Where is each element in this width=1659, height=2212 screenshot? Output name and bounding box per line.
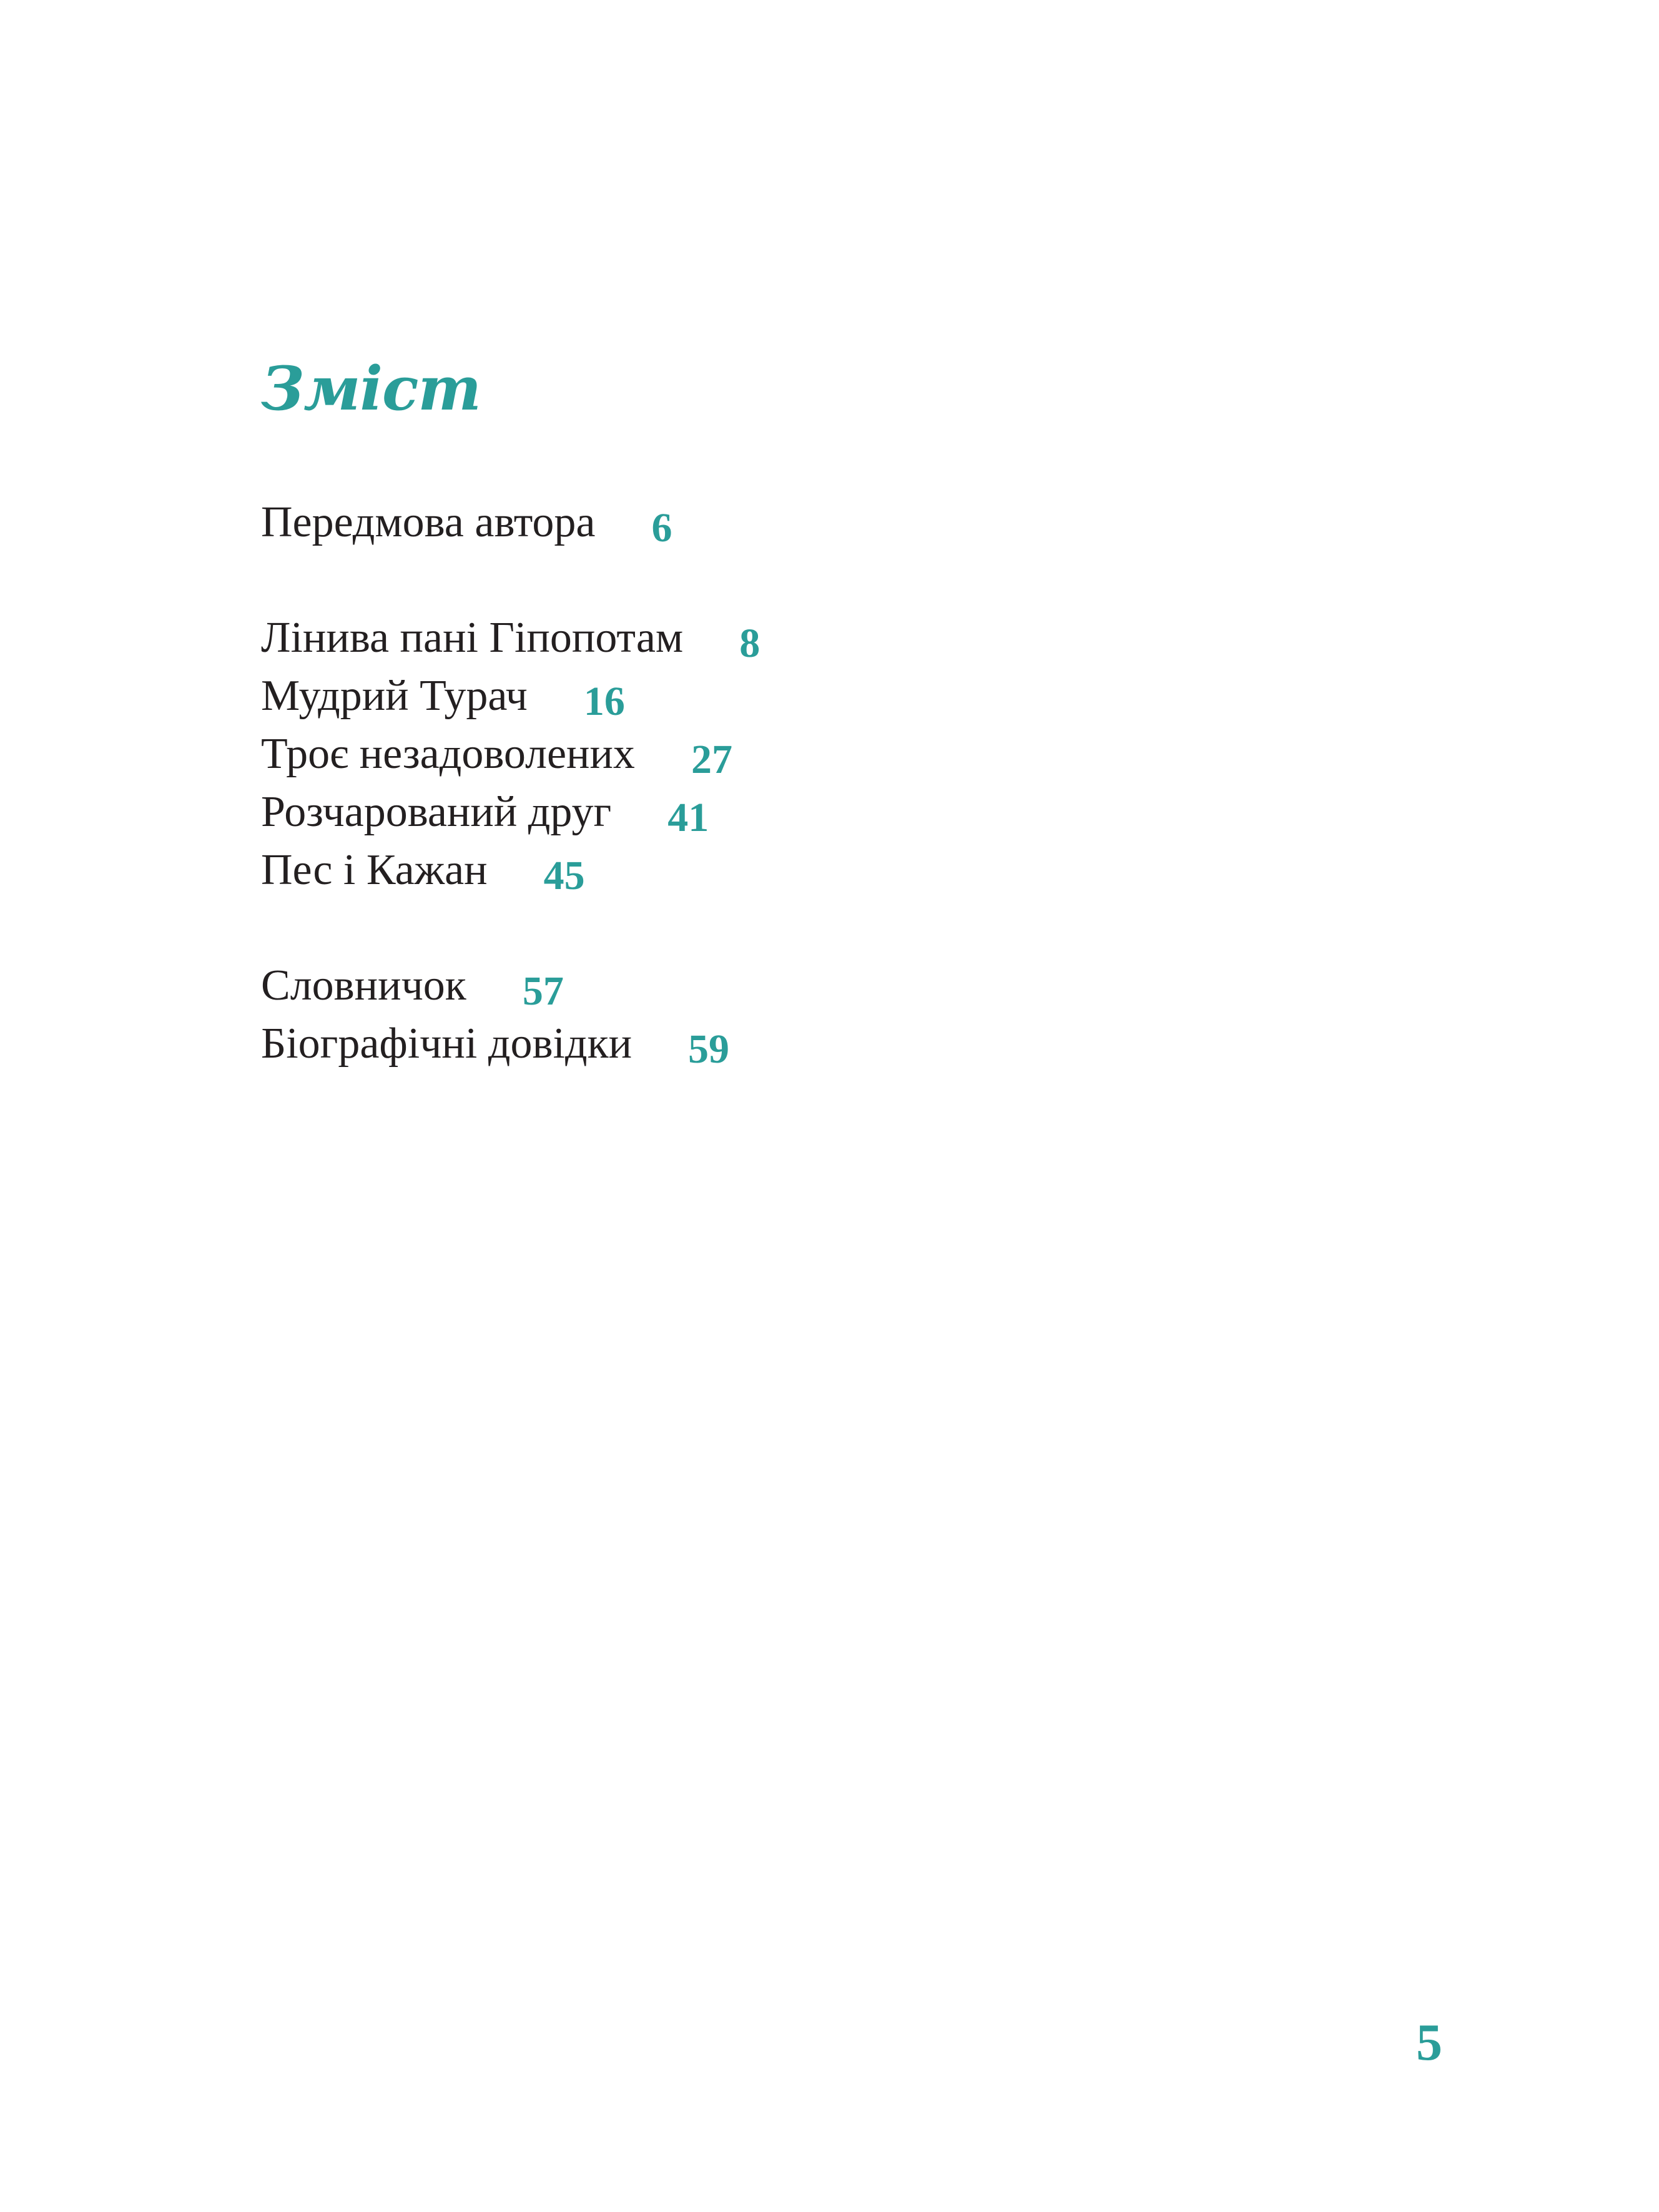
toc-entry[interactable] (261, 493, 760, 551)
toc-entry-page-number: 27 (691, 737, 732, 782)
toc-entry-page-number: 16 (583, 679, 625, 724)
toc-entry-title: Передмова автора (261, 498, 596, 546)
toc-entry-title: Розчарований друг (261, 788, 612, 836)
toc-entry[interactable] (261, 725, 760, 783)
toc-entry-page-number: 41 (667, 795, 709, 840)
toc-entry-page-number: 45 (543, 853, 585, 898)
toc-entry-page-number: 6 (651, 505, 672, 551)
toc-entry-title: Словничок (261, 961, 466, 1010)
toc-entry[interactable] (261, 841, 760, 899)
toc-heading: Зміст (261, 353, 481, 424)
toc-group-preface (261, 493, 760, 551)
toc-entry[interactable] (261, 956, 760, 1015)
page-number: 5 (1416, 2013, 1442, 2072)
toc-entry-page-number: 57 (522, 968, 564, 1014)
toc-entry-page-number: 59 (688, 1026, 730, 1072)
table-of-contents (261, 493, 760, 1073)
toc-entry[interactable] (261, 783, 760, 841)
toc-entry[interactable] (261, 667, 760, 725)
toc-entry-title: Троє незадоволених (261, 730, 635, 778)
toc-entry-page-number: 8 (739, 621, 761, 666)
toc-entry-title: Біографічні довідки (261, 1020, 633, 1068)
toc-entry[interactable] (261, 609, 760, 667)
toc-entry[interactable] (261, 1015, 760, 1073)
toc-group-stories (261, 609, 760, 899)
toc-group-appendix (261, 956, 760, 1073)
toc-entry-title: Лінива пані Гіпопотам (261, 614, 684, 662)
toc-entry-title: Пес і Кажан (261, 846, 488, 894)
toc-entry-title: Мудрий Турач (261, 672, 528, 720)
